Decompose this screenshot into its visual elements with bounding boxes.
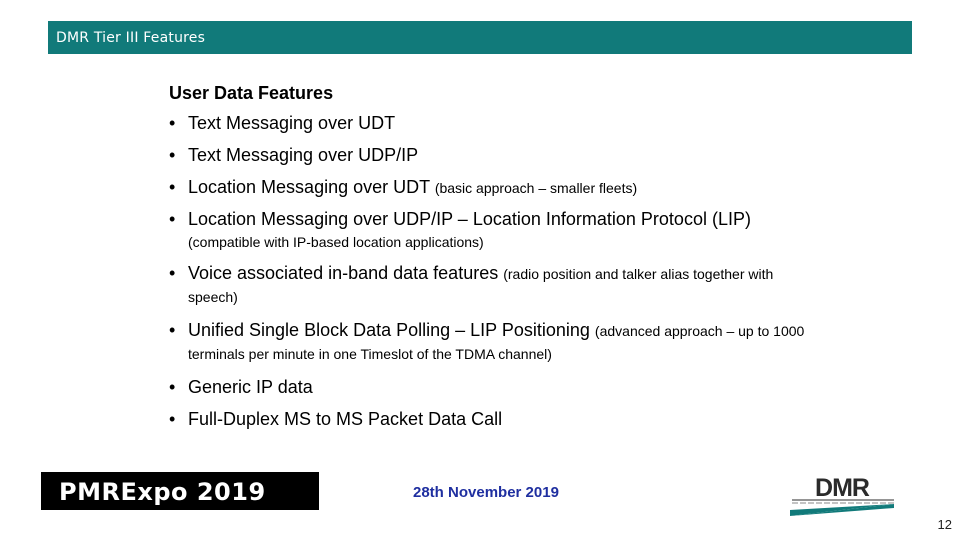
- bullet-note: (basic approach – smaller fleets): [434, 180, 638, 196]
- page-number: 12: [937, 517, 952, 532]
- slide-content: [169, 82, 809, 430]
- bullet-text: Text Messaging over UDP/IP: [188, 145, 419, 165]
- bullet-list: [169, 112, 809, 430]
- bullet-text: Unified Single Block Data Polling – LIP Positioning: [188, 320, 590, 340]
- dmr-logo: [790, 474, 896, 516]
- bullet-item: [169, 376, 809, 398]
- bullet-item: [169, 262, 788, 308]
- bullet-item: [169, 319, 813, 365]
- bullet-text: Text Messaging over UDT: [188, 113, 396, 133]
- bullet-dot-icon: •: [169, 113, 176, 133]
- pmrexpo-logo: [41, 472, 319, 510]
- bullet-dot-icon: •: [169, 177, 176, 197]
- bullet-item: [169, 144, 809, 166]
- bullet-item: [169, 208, 798, 253]
- bullet-dot-icon: •: [169, 409, 176, 429]
- header-bar: [48, 21, 912, 54]
- dmr-logo-icon: [790, 474, 896, 516]
- bullet-text: Generic IP data: [188, 377, 313, 397]
- dmr-logo-text: DMR: [815, 474, 869, 502]
- bullet-dot-icon: •: [169, 320, 176, 340]
- bullet-text: Location Messaging over UDP/IP – Location Information Protocol (LIP): [188, 209, 751, 229]
- bullet-dot-icon: •: [169, 145, 176, 165]
- slide-title: DMR Tier III Features: [56, 30, 206, 46]
- bullet-dot-icon: •: [169, 377, 176, 397]
- event-date: 28th November 2019: [413, 484, 559, 501]
- bullet-text: Voice associated in-band data features: [188, 263, 499, 283]
- bullet-text: Location Messaging over UDT: [188, 177, 430, 197]
- bullet-text: Full-Duplex MS to MS Packet Data Call: [188, 409, 503, 429]
- bullet-item: [169, 112, 809, 134]
- bullet-note: (advanced approach – up to 1000 terminals per minute in one Timeslot of the TDMA channel): [188, 323, 805, 362]
- bullet-note: (compatible with IP-based location applications): [188, 234, 484, 250]
- bullet-item: [169, 408, 809, 430]
- section-title: User Data Features: [169, 83, 334, 103]
- bullet-dot-icon: •: [169, 263, 176, 283]
- bullet-item: [169, 176, 809, 199]
- bullet-dot-icon: •: [169, 209, 176, 229]
- bullet-note: (radio position and talker alias together with speech): [188, 266, 774, 305]
- pmrexpo-logo-text: PMRExpo 2019: [59, 478, 266, 506]
